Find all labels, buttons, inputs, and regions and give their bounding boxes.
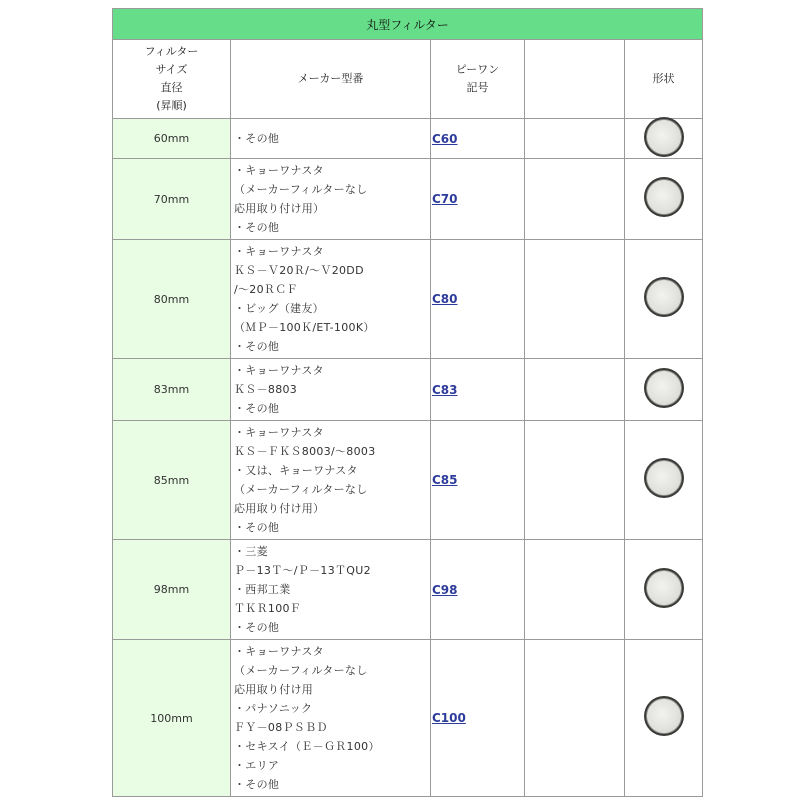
- header-maker: メーカー型番: [231, 40, 431, 119]
- maker-model-line: ＫＳ－ＦＫＳ8003/～8003: [234, 445, 376, 458]
- piwan-code-link[interactable]: C98: [432, 582, 458, 597]
- piwan-code-cell: [431, 359, 525, 421]
- maker-model-line: ・キョーワナスタ: [234, 164, 324, 177]
- header-size-line: 直径: [160, 81, 183, 94]
- empty-cell: [525, 421, 625, 540]
- filter-size-cell: 60mm: [113, 119, 231, 159]
- maker-model-line: ・セキスイ（Ｅ－ＧＲ100）: [234, 740, 380, 753]
- maker-model-line: ・その他: [234, 402, 280, 415]
- maker-model-line: （メーカーフィルターなし: [234, 664, 368, 677]
- empty-cell: [525, 540, 625, 640]
- empty-cell: [525, 240, 625, 359]
- table-row: [113, 359, 703, 421]
- piwan-code-link[interactable]: C80: [432, 292, 458, 306]
- maker-model-line: Ｐ－13Ｔ～/Ｐ－13ＴQU2: [234, 564, 371, 577]
- maker-model-line: ＫＳ－8803: [234, 383, 298, 396]
- piwan-code-cell: [431, 540, 525, 640]
- maker-model-line: 応用取り付け用: [234, 683, 314, 696]
- header-shape: 形状: [625, 40, 703, 119]
- round-filter-disc-icon: [647, 371, 681, 405]
- maker-model-cell: [231, 640, 431, 797]
- maker-model-line: ・パナソニック: [234, 702, 313, 715]
- shape-cell: [625, 240, 703, 359]
- maker-model-line: ・西邦工業: [234, 583, 291, 596]
- maker-model-line: ・キョーワナスタ: [234, 645, 324, 658]
- maker-model-line: （メーカーフィルターなし: [234, 483, 368, 496]
- header-size: [113, 40, 231, 119]
- column-header-row: [113, 40, 703, 119]
- maker-model-line: ・その他: [234, 621, 280, 634]
- maker-model-line: ・その他: [234, 340, 280, 353]
- maker-model-line: ・その他: [234, 132, 280, 145]
- maker-model-line: ＴＫＲ100Ｆ: [234, 602, 302, 615]
- empty-cell: [525, 159, 625, 240]
- maker-model-line: /～20ＲＣＦ: [234, 283, 298, 296]
- piwan-code-cell: [431, 159, 525, 240]
- maker-model-line: ＦＹ－08ＰＳＢＤ: [234, 721, 328, 734]
- maker-model-line: ・キョーワナスタ: [234, 426, 324, 439]
- maker-model-cell: [231, 159, 431, 240]
- filter-size-cell: 83mm: [113, 359, 231, 421]
- maker-model-line: ・エリア: [234, 759, 280, 772]
- filter-size-cell: 98mm: [113, 540, 231, 640]
- shape-cell: [625, 421, 703, 540]
- piwan-code-link[interactable]: C100: [432, 711, 466, 725]
- maker-model-line: ・その他: [234, 521, 280, 534]
- round-filter-disc-icon: [647, 571, 681, 605]
- maker-model-cell: [231, 119, 431, 159]
- maker-model-line: ・キョーワナスタ: [234, 245, 324, 258]
- shape-cell: [625, 540, 703, 640]
- filter-size-cell: 70mm: [113, 159, 231, 240]
- maker-model-line: ・その他: [234, 221, 280, 234]
- round-filter-disc-icon: [647, 461, 681, 495]
- piwan-code-cell: [431, 640, 525, 797]
- shape-cell: [625, 640, 703, 797]
- round-filter-disc-icon: [647, 699, 681, 733]
- maker-model-line: ・ビッグ（建友）: [234, 302, 324, 315]
- maker-model-cell: [231, 540, 431, 640]
- piwan-code-cell: [431, 240, 525, 359]
- table-body: [113, 119, 703, 797]
- round-filter-disc-icon: [647, 120, 681, 154]
- header-size-line: フィルター: [144, 45, 199, 58]
- maker-model-cell: [231, 421, 431, 540]
- empty-cell: [525, 640, 625, 797]
- maker-model-line: （メーカーフィルターなし: [234, 183, 368, 196]
- shape-cell: [625, 119, 703, 159]
- filter-size-cell: 80mm: [113, 240, 231, 359]
- header-code: [431, 40, 525, 119]
- table-row: [113, 421, 703, 540]
- maker-model-line: 応用取り付け用）: [234, 202, 325, 215]
- empty-cell: [525, 359, 625, 421]
- filter-size-cell: 85mm: [113, 421, 231, 540]
- piwan-code-link[interactable]: C60: [432, 131, 458, 146]
- piwan-code-link[interactable]: C85: [432, 473, 458, 487]
- shape-cell: [625, 159, 703, 240]
- filter-table-container: [112, 8, 702, 797]
- header-code-line: ピーワン: [455, 63, 500, 76]
- round-filter-table: [112, 8, 703, 797]
- table-title: 丸型フィルター: [113, 9, 703, 40]
- maker-model-cell: [231, 240, 431, 359]
- maker-model-line: ・三菱: [234, 545, 268, 558]
- piwan-code-link[interactable]: C83: [432, 382, 458, 397]
- round-filter-disc-icon: [647, 280, 681, 314]
- maker-model-line: ＫＳ－Ｖ20Ｒ/～Ｖ20DD: [234, 264, 364, 277]
- maker-model-line: 応用取り付け用）: [234, 502, 325, 515]
- maker-model-line: ・又は、キョーワナスタ: [234, 464, 358, 477]
- piwan-code-cell: [431, 421, 525, 540]
- empty-cell: [525, 119, 625, 159]
- table-row: [113, 119, 703, 159]
- filter-size-cell: 100mm: [113, 640, 231, 797]
- table-row: [113, 240, 703, 359]
- maker-model-line: ・その他: [234, 778, 280, 791]
- maker-model-line: （ＭＰ－100Ｋ/ET-100K）: [234, 321, 375, 334]
- table-row: [113, 159, 703, 240]
- header-size-line: (昇順): [156, 99, 187, 112]
- maker-model-cell: [231, 359, 431, 421]
- table-row: [113, 540, 703, 640]
- header-blank: [525, 40, 625, 119]
- header-size-line: サイズ: [155, 63, 188, 76]
- table-title-row: [113, 9, 703, 40]
- round-filter-disc-icon: [647, 180, 681, 214]
- maker-model-line: ・キョーワナスタ: [234, 364, 324, 377]
- shape-cell: [625, 359, 703, 421]
- header-code-line: 記号: [466, 81, 489, 94]
- piwan-code-link[interactable]: C70: [432, 192, 458, 206]
- table-row: [113, 640, 703, 797]
- piwan-code-cell: [431, 119, 525, 159]
